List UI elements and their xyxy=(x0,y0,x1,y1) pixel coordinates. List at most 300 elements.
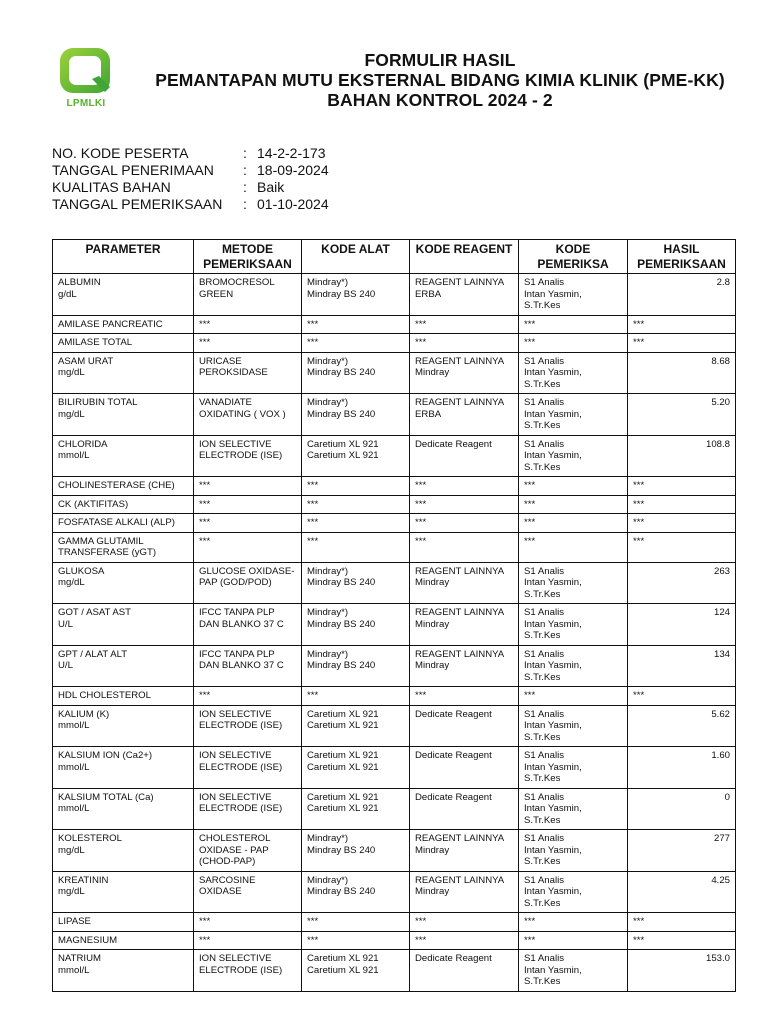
cell-reagent xyxy=(410,352,519,394)
cell-text: Mindray xyxy=(415,577,450,588)
cell-text: *** xyxy=(307,498,319,510)
cell-text: U/L xyxy=(58,618,73,630)
cell-metode xyxy=(194,747,302,789)
cell-text: REAGENT LAINNYA xyxy=(415,397,505,408)
cell-text: GLUKOSA xyxy=(58,565,105,577)
header-text: HASIL xyxy=(663,242,700,256)
cell-alat xyxy=(302,514,410,533)
cell-text: *** xyxy=(307,535,319,547)
header-text: KODE ALAT xyxy=(321,242,390,256)
cell-pemeriksa xyxy=(519,477,628,496)
cell-parameter xyxy=(53,334,194,353)
cell-reagent xyxy=(410,274,519,316)
cell-text: Mindray BS 240 xyxy=(307,618,376,630)
info-label: TANGGAL PENERIMAAN xyxy=(52,162,214,178)
cell-text: Dedicate Reagent xyxy=(415,750,492,761)
cell-text: Mindray xyxy=(415,660,450,671)
cell-text: *** xyxy=(524,934,536,946)
cell-text: PAP (GOD/POD) xyxy=(199,577,272,588)
cell-text: Caretium XL 921 xyxy=(307,708,379,720)
cell-pemeriksa xyxy=(519,394,628,436)
cell-hasil: 0 xyxy=(628,788,736,830)
cell-hasil: 8.68 xyxy=(628,352,736,394)
cell-text: Mindray*) xyxy=(307,648,349,660)
cell-text: mg/dL xyxy=(58,408,85,420)
cell-text: REAGENT LAINNYA xyxy=(415,565,505,577)
cell-text: IFCC TANPA PLP xyxy=(199,648,275,660)
cell-alat xyxy=(302,604,410,646)
cell-hasil: *** xyxy=(628,495,736,514)
cell-pemeriksa xyxy=(519,913,628,932)
cell-pemeriksa xyxy=(519,830,628,872)
cell-text: OXIDASE - PAP xyxy=(199,844,269,856)
lpmlki-logo xyxy=(55,46,117,112)
table-body xyxy=(53,274,736,992)
cell-text: Intan Yasmin, xyxy=(524,844,582,856)
cell-text: S.Tr.Kes xyxy=(524,773,561,784)
cell-text: Mindray*) xyxy=(307,833,349,844)
cell-parameter xyxy=(53,687,194,706)
cell-reagent xyxy=(410,705,519,747)
cell-text: *** xyxy=(415,535,427,547)
cell-text: DAN BLANKO 37 C xyxy=(199,618,284,630)
cell-text: Intan Yasmin, xyxy=(524,886,582,897)
cell-text: ELECTRODE (ISE) xyxy=(199,720,283,731)
cell-text: S1 Analis xyxy=(524,607,565,618)
cell-text: S1 Analis xyxy=(524,833,565,844)
table-row xyxy=(53,532,736,562)
form-title xyxy=(120,50,760,110)
cell-text: *** xyxy=(199,498,211,510)
cell-text: S1 Analis xyxy=(524,874,565,886)
cell-hasil: 4.25 xyxy=(628,871,736,913)
header-text: PEMERIKSAAN xyxy=(203,256,292,271)
cell-parameter xyxy=(53,514,194,533)
table-row xyxy=(53,394,736,436)
cell-text: *** xyxy=(524,916,536,927)
cell-text: *** xyxy=(199,690,211,701)
cell-text: Intan Yasmin, xyxy=(524,367,582,378)
info-label: KUALITAS BAHAN xyxy=(52,179,171,195)
cell-text: REAGENT LAINNYA xyxy=(415,607,505,618)
cell-text: URICASE xyxy=(199,355,242,367)
cell-text: AMILASE PANCREATIC xyxy=(58,318,163,330)
cell-alat xyxy=(302,495,410,514)
table-row xyxy=(53,435,736,477)
cell-text: *** xyxy=(524,535,536,547)
cell-parameter xyxy=(53,394,194,436)
cell-hasil: 1.60 xyxy=(628,747,736,789)
header-alat xyxy=(302,240,410,274)
cell-alat xyxy=(302,788,410,830)
table-row xyxy=(53,687,736,706)
cell-parameter xyxy=(53,532,194,562)
cell-text: S1 Analis xyxy=(524,791,565,803)
cell-pemeriksa xyxy=(519,274,628,316)
header-row xyxy=(53,240,736,274)
cell-text: Mindray BS 240 xyxy=(307,660,376,671)
cell-hasil: 134 xyxy=(628,645,736,687)
cell-metode xyxy=(194,274,302,316)
cell-text: Caretium XL 921 xyxy=(307,438,379,450)
cell-text: Intan Yasmin, xyxy=(524,660,582,671)
cell-text: S.Tr.Kes xyxy=(524,897,561,909)
cell-text: Mindray*) xyxy=(307,277,349,288)
cell-metode xyxy=(194,315,302,334)
info-label: NO. KODE PESERTA xyxy=(52,145,189,161)
cell-text: *** xyxy=(307,916,319,927)
cell-alat xyxy=(302,871,410,913)
cell-text: Mindray BS 240 xyxy=(307,288,376,300)
cell-text: Caretium XL 921 xyxy=(307,720,379,731)
cell-text: Intan Yasmin, xyxy=(524,964,582,976)
table-row xyxy=(53,352,736,394)
cell-metode xyxy=(194,352,302,394)
cell-parameter xyxy=(53,315,194,334)
cell-reagent xyxy=(410,830,519,872)
cell-reagent xyxy=(410,788,519,830)
cell-text: ASAM URAT xyxy=(58,355,114,367)
cell-parameter xyxy=(53,495,194,514)
cell-text: S1 Analis xyxy=(524,565,565,577)
cell-reagent xyxy=(410,645,519,687)
cell-text: S.Tr.Kes xyxy=(524,731,561,743)
cell-pemeriksa xyxy=(519,747,628,789)
cell-parameter xyxy=(53,274,194,316)
cell-hasil: 124 xyxy=(628,604,736,646)
cell-metode xyxy=(194,435,302,477)
cell-text: *** xyxy=(524,480,536,491)
cell-text: OXIDASE xyxy=(199,886,242,897)
cell-text: Mindray BS 240 xyxy=(307,844,376,856)
table-row xyxy=(53,950,736,992)
cell-text: Mindray BS 240 xyxy=(307,367,376,378)
cell-hasil: 277 xyxy=(628,830,736,872)
cell-hasil: *** xyxy=(628,931,736,950)
cell-hasil: *** xyxy=(628,315,736,334)
cell-metode xyxy=(194,477,302,496)
cell-text: Dedicate Reagent xyxy=(415,438,492,450)
info-label: TANGGAL PEMERIKSAAN xyxy=(52,196,223,212)
cell-reagent xyxy=(410,604,519,646)
cell-alat xyxy=(302,532,410,562)
cell-text: FOSFATASE ALKALI (ALP) xyxy=(58,517,175,528)
cell-text: *** xyxy=(307,934,319,946)
cell-text: Caretium XL 921 xyxy=(307,761,379,773)
cell-alat xyxy=(302,687,410,706)
cell-text: S1 Analis xyxy=(524,397,565,408)
header-parameter xyxy=(53,240,194,274)
cell-reagent xyxy=(410,315,519,334)
cell-parameter xyxy=(53,747,194,789)
cell-text: *** xyxy=(415,690,427,701)
cell-metode xyxy=(194,495,302,514)
participant-info xyxy=(52,145,329,213)
cell-text: AMILASE TOTAL xyxy=(58,337,133,348)
logo-mark-icon xyxy=(55,46,117,98)
cell-alat xyxy=(302,830,410,872)
cell-text: Caretium XL 921 xyxy=(307,964,379,976)
cell-metode xyxy=(194,394,302,436)
cell-pemeriksa xyxy=(519,352,628,394)
cell-text: KALSIUM ION (Ca2+) xyxy=(58,750,153,761)
cell-text: *** xyxy=(524,517,536,528)
cell-text: TRANSFERASE (yGT) xyxy=(58,547,157,558)
cell-parameter xyxy=(53,435,194,477)
cell-reagent xyxy=(410,394,519,436)
cell-text: GOT / ASAT AST xyxy=(58,607,132,618)
cell-reagent xyxy=(410,495,519,514)
cell-pemeriksa xyxy=(519,334,628,353)
cell-text: REAGENT LAINNYA xyxy=(415,277,505,288)
cell-reagent xyxy=(410,950,519,992)
cell-text: Intan Yasmin, xyxy=(524,761,582,773)
cell-parameter xyxy=(53,913,194,932)
cell-text: CHLORIDA xyxy=(58,438,108,450)
cell-text: mg/dL xyxy=(58,367,85,378)
cell-hasil: 263 xyxy=(628,562,736,604)
cell-parameter xyxy=(53,352,194,394)
cell-hasil: *** xyxy=(628,687,736,706)
cell-text: ION SELECTIVE xyxy=(199,438,272,450)
cell-text: Mindray*) xyxy=(307,397,349,408)
table-row xyxy=(53,830,736,872)
title-line-1: FORMULIR HASIL xyxy=(364,50,516,70)
cell-alat xyxy=(302,352,410,394)
cell-text: mmol/L xyxy=(58,450,90,461)
cell-text: *** xyxy=(199,916,211,927)
cell-reagent xyxy=(410,747,519,789)
cell-alat xyxy=(302,334,410,353)
cell-metode xyxy=(194,687,302,706)
cell-text: Mindray BS 240 xyxy=(307,886,376,897)
cell-text: Mindray xyxy=(415,886,450,897)
cell-text: ELECTRODE (ISE) xyxy=(199,450,283,461)
cell-text: MAGNESIUM xyxy=(58,934,118,946)
cell-pemeriksa xyxy=(519,687,628,706)
info-colon: : xyxy=(243,196,247,212)
cell-text: Mindray BS 240 xyxy=(307,408,376,420)
cell-text: S1 Analis xyxy=(524,953,565,964)
cell-pemeriksa xyxy=(519,604,628,646)
cell-text: Mindray xyxy=(415,618,450,630)
table-row xyxy=(53,913,736,932)
cell-text: mmol/L xyxy=(58,803,90,814)
cell-text: GREEN xyxy=(199,288,234,300)
cell-metode xyxy=(194,871,302,913)
cell-text: GLUCOSE OXIDASE- xyxy=(199,565,295,577)
cell-text: *** xyxy=(199,517,211,528)
table-row xyxy=(53,604,736,646)
cell-reagent xyxy=(410,871,519,913)
cell-text: S.Tr.Kes xyxy=(524,588,561,600)
cell-pemeriksa xyxy=(519,950,628,992)
cell-hasil: *** xyxy=(628,514,736,533)
cell-pemeriksa xyxy=(519,645,628,687)
header-text: PARAMETER xyxy=(85,242,161,256)
cell-pemeriksa xyxy=(519,495,628,514)
cell-text: *** xyxy=(415,498,427,510)
cell-text: S1 Analis xyxy=(524,438,565,450)
cell-reagent xyxy=(410,477,519,496)
cell-text: DAN BLANKO 37 C xyxy=(199,660,284,671)
cell-text: CK (AKTIFITAS) xyxy=(58,498,129,510)
cell-text: mmol/L xyxy=(58,761,90,773)
cell-text: Intan Yasmin, xyxy=(524,408,582,420)
cell-text: OXIDATING ( VOX ) xyxy=(199,408,286,420)
cell-text: PEROKSIDASE xyxy=(199,367,268,378)
cell-alat xyxy=(302,950,410,992)
cell-text: S.Tr.Kes xyxy=(524,976,561,987)
cell-text: ELECTRODE (ISE) xyxy=(199,964,283,976)
cell-text: CHOLINESTERASE (CHE) xyxy=(58,480,175,491)
cell-text: GAMMA GLUTAMIL xyxy=(58,535,144,547)
cell-text: Mindray xyxy=(415,367,450,378)
cell-metode xyxy=(194,334,302,353)
title-line-3: BAHAN KONTROL 2024 - 2 xyxy=(327,90,553,110)
cell-reagent xyxy=(410,562,519,604)
cell-text: Mindray*) xyxy=(307,565,349,577)
cell-text: *** xyxy=(199,318,211,330)
info-row-kode-peserta xyxy=(52,145,329,162)
cell-text: S1 Analis xyxy=(524,355,565,367)
cell-hasil: 5.62 xyxy=(628,705,736,747)
cell-text: S1 Analis xyxy=(524,750,565,761)
cell-text: *** xyxy=(524,337,536,348)
cell-text: Intan Yasmin, xyxy=(524,288,582,300)
cell-text: S.Tr.Kes xyxy=(524,814,561,826)
cell-hasil: *** xyxy=(628,913,736,932)
header-text: KODE xyxy=(555,242,591,256)
header-metode xyxy=(194,240,302,274)
cell-metode xyxy=(194,705,302,747)
cell-parameter xyxy=(53,788,194,830)
cell-text: *** xyxy=(307,480,319,491)
table-row xyxy=(53,274,736,316)
cell-metode xyxy=(194,950,302,992)
cell-text: *** xyxy=(199,480,211,491)
cell-text: REAGENT LAINNYA xyxy=(415,648,505,660)
info-row-kualitas-bahan xyxy=(52,179,329,196)
cell-reagent xyxy=(410,532,519,562)
table-row xyxy=(53,705,736,747)
cell-metode xyxy=(194,604,302,646)
cell-text: REAGENT LAINNYA xyxy=(415,833,505,844)
cell-text: S.Tr.Kes xyxy=(524,300,561,311)
header-text: PEMERIKSA xyxy=(537,256,609,271)
cell-text: g/dL xyxy=(58,288,77,300)
table-row xyxy=(53,747,736,789)
cell-text: S1 Analis xyxy=(524,648,565,660)
cell-text: ION SELECTIVE xyxy=(199,791,272,803)
cell-text: ION SELECTIVE xyxy=(199,750,272,761)
cell-alat xyxy=(302,913,410,932)
info-value: 18-09-2024 xyxy=(257,162,329,178)
cell-text: Mindray*) xyxy=(307,874,349,886)
cell-text: Intan Yasmin, xyxy=(524,720,582,731)
cell-metode xyxy=(194,788,302,830)
title-line-2: PEMANTAPAN MUTU EKSTERNAL BIDANG KIMIA KLINIK (PME-KK) xyxy=(155,70,725,90)
cell-text: Intan Yasmin, xyxy=(524,450,582,461)
table-header xyxy=(53,240,736,274)
cell-alat xyxy=(302,477,410,496)
cell-text: mmol/L xyxy=(58,720,90,731)
cell-hasil: *** xyxy=(628,532,736,562)
cell-pemeriksa xyxy=(519,562,628,604)
cell-text: ALBUMIN xyxy=(58,277,101,288)
cell-text: (CHOD-PAP) xyxy=(199,856,256,867)
cell-parameter xyxy=(53,477,194,496)
cell-text: *** xyxy=(415,337,427,348)
header-reagent xyxy=(410,240,519,274)
info-value: 14-2-2-173 xyxy=(257,145,326,161)
cell-reagent xyxy=(410,913,519,932)
cell-text: BILIRUBIN TOTAL xyxy=(58,397,138,408)
cell-text: Mindray*) xyxy=(307,607,349,618)
cell-reagent xyxy=(410,435,519,477)
cell-text: *** xyxy=(524,318,536,330)
cell-text: KOLESTEROL xyxy=(58,833,122,844)
cell-text: KALSIUM TOTAL (Ca) xyxy=(58,791,154,803)
cell-text: S.Tr.Kes xyxy=(524,420,561,431)
cell-text: Caretium XL 921 xyxy=(307,791,379,803)
cell-text: Intan Yasmin, xyxy=(524,803,582,814)
info-row-tanggal-pemeriksaan xyxy=(52,196,329,213)
cell-pemeriksa xyxy=(519,705,628,747)
cell-text: Intan Yasmin, xyxy=(524,577,582,588)
cell-pemeriksa xyxy=(519,788,628,830)
cell-parameter xyxy=(53,871,194,913)
cell-metode xyxy=(194,562,302,604)
cell-hasil: 5.20 xyxy=(628,394,736,436)
cell-text: *** xyxy=(524,690,536,701)
cell-text: ION SELECTIVE xyxy=(199,953,272,964)
logo-text: LPMLKI xyxy=(66,98,106,109)
cell-text: Dedicate Reagent xyxy=(415,791,492,803)
cell-text: BROMOCRESOL xyxy=(199,277,275,288)
table-row xyxy=(53,315,736,334)
cell-text: ERBA xyxy=(415,288,442,300)
cell-text: *** xyxy=(415,318,427,330)
cell-alat xyxy=(302,562,410,604)
cell-text: *** xyxy=(199,337,211,348)
cell-parameter xyxy=(53,950,194,992)
cell-text: *** xyxy=(524,498,536,510)
cell-alat xyxy=(302,645,410,687)
table-row xyxy=(53,514,736,533)
cell-text: U/L xyxy=(58,660,73,671)
cell-text: REAGENT LAINNYA xyxy=(415,355,505,367)
cell-text: Caretium XL 921 xyxy=(307,450,379,461)
table-row xyxy=(53,477,736,496)
cell-text: Dedicate Reagent xyxy=(415,708,492,720)
cell-text: Caretium XL 921 xyxy=(307,803,379,814)
cell-metode xyxy=(194,532,302,562)
header-text: KODE REAGENT xyxy=(415,242,513,256)
cell-parameter xyxy=(53,645,194,687)
results-table xyxy=(52,239,736,992)
cell-text: Dedicate Reagent xyxy=(415,953,492,964)
cell-pemeriksa xyxy=(519,315,628,334)
cell-text: S.Tr.Kes xyxy=(524,856,561,867)
cell-pemeriksa xyxy=(519,931,628,950)
cell-alat xyxy=(302,931,410,950)
cell-text: Caretium XL 921 xyxy=(307,750,379,761)
info-colon: : xyxy=(243,145,247,161)
cell-text: S.Tr.Kes xyxy=(524,630,561,641)
cell-parameter xyxy=(53,830,194,872)
cell-text: ELECTRODE (ISE) xyxy=(199,761,283,773)
